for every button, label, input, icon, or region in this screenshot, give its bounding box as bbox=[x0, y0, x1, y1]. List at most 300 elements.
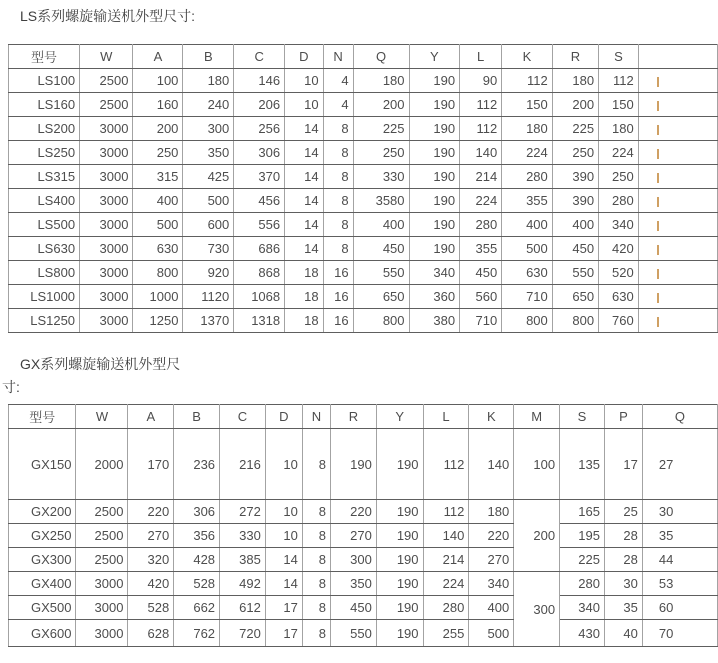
value-cell: 760 bbox=[599, 309, 639, 333]
value-cell: 90 bbox=[460, 69, 502, 93]
value-cell: 27 bbox=[642, 429, 717, 500]
column-header-B: B bbox=[174, 405, 220, 429]
value-cell: 2500 bbox=[76, 548, 128, 572]
value-cell bbox=[638, 261, 717, 285]
value-cell: 28 bbox=[604, 548, 642, 572]
value-cell: 180 bbox=[353, 69, 409, 93]
value-cell: 150 bbox=[599, 93, 639, 117]
table-row bbox=[9, 285, 718, 309]
value-cell: 112 bbox=[460, 93, 502, 117]
value-cell: 600 bbox=[183, 213, 234, 237]
model-cell: GX300 bbox=[9, 548, 76, 572]
column-header-B: B bbox=[183, 45, 234, 69]
table-row bbox=[9, 524, 718, 548]
value-cell: 868 bbox=[234, 261, 285, 285]
value-cell: 300 bbox=[183, 117, 234, 141]
value-cell: 8 bbox=[323, 213, 353, 237]
value-cell: 224 bbox=[599, 141, 639, 165]
column-header-C: C bbox=[220, 405, 266, 429]
model-cell: LS160 bbox=[9, 93, 80, 117]
gx-section-title-line2: 寸: bbox=[2, 379, 20, 395]
value-cell: 17 bbox=[265, 596, 302, 620]
value-cell: 4 bbox=[323, 69, 353, 93]
value-cell: 3580 bbox=[353, 189, 409, 213]
value-cell: 550 bbox=[331, 620, 377, 647]
value-cell: 340 bbox=[560, 596, 605, 620]
value-cell: 10 bbox=[265, 524, 302, 548]
value-cell: 628 bbox=[128, 620, 174, 647]
value-cell bbox=[638, 237, 717, 261]
value-cell: 340 bbox=[469, 572, 514, 596]
value-cell: 528 bbox=[174, 572, 220, 596]
table-row bbox=[9, 213, 718, 237]
value-cell bbox=[638, 285, 717, 309]
value-cell: 300 bbox=[331, 548, 377, 572]
spec-page bbox=[0, 8, 718, 663]
value-cell: 500 bbox=[133, 213, 183, 237]
model-cell: LS500 bbox=[9, 213, 80, 237]
value-cell: 14 bbox=[285, 141, 323, 165]
value-cell: 214 bbox=[460, 165, 502, 189]
value-cell: 390 bbox=[552, 165, 598, 189]
value-cell: 300 bbox=[514, 572, 560, 647]
value-cell: 256 bbox=[234, 117, 285, 141]
value-cell: 800 bbox=[353, 309, 409, 333]
value-cell: 8 bbox=[323, 237, 353, 261]
value-cell: 686 bbox=[234, 237, 285, 261]
column-header-L: L bbox=[460, 45, 502, 69]
value-cell: 224 bbox=[423, 572, 469, 596]
value-cell: 280 bbox=[423, 596, 469, 620]
column-header-型号: 型号 bbox=[9, 405, 76, 429]
table-row bbox=[9, 117, 718, 141]
value-cell: 380 bbox=[409, 309, 460, 333]
value-cell: 180 bbox=[183, 69, 234, 93]
value-cell: 650 bbox=[353, 285, 409, 309]
table-row bbox=[9, 596, 718, 620]
column-header-型号: 型号 bbox=[9, 45, 80, 69]
value-cell: 100 bbox=[133, 69, 183, 93]
value-cell: 1370 bbox=[183, 309, 234, 333]
value-cell: 8 bbox=[302, 524, 330, 548]
model-cell: LS800 bbox=[9, 261, 80, 285]
value-cell: 800 bbox=[552, 309, 598, 333]
value-cell: 270 bbox=[469, 548, 514, 572]
value-cell: 528 bbox=[128, 596, 174, 620]
value-cell: 14 bbox=[265, 572, 302, 596]
table-row bbox=[9, 237, 718, 261]
value-cell: 250 bbox=[599, 165, 639, 189]
model-cell: GX150 bbox=[9, 429, 76, 500]
value-cell: 4 bbox=[323, 93, 353, 117]
value-cell: 250 bbox=[552, 141, 598, 165]
value-cell: 100 bbox=[514, 429, 560, 500]
value-cell: 450 bbox=[460, 261, 502, 285]
value-cell: 280 bbox=[502, 165, 553, 189]
column-header-A: A bbox=[133, 45, 183, 69]
value-cell: 2500 bbox=[76, 524, 128, 548]
column-header-Y: Y bbox=[376, 405, 423, 429]
value-cell: 1318 bbox=[234, 309, 285, 333]
value-cell: 160 bbox=[133, 93, 183, 117]
value-cell: 315 bbox=[133, 165, 183, 189]
column-header-A: A bbox=[128, 405, 174, 429]
value-cell: 355 bbox=[502, 189, 553, 213]
value-cell: 762 bbox=[174, 620, 220, 647]
value-cell: 112 bbox=[460, 117, 502, 141]
header-row bbox=[9, 45, 718, 69]
model-cell: GX200 bbox=[9, 500, 76, 524]
value-cell: 1120 bbox=[183, 285, 234, 309]
model-cell: LS200 bbox=[9, 117, 80, 141]
value-cell: 630 bbox=[599, 285, 639, 309]
ls-spec-table bbox=[8, 44, 718, 333]
value-cell: 18 bbox=[285, 309, 323, 333]
value-cell: 16 bbox=[323, 309, 353, 333]
value-cell: 190 bbox=[376, 500, 423, 524]
column-header-W: W bbox=[80, 45, 133, 69]
value-cell: 240 bbox=[183, 93, 234, 117]
value-cell: 190 bbox=[376, 429, 423, 500]
value-cell: 35 bbox=[642, 524, 717, 548]
value-cell: 14 bbox=[285, 237, 323, 261]
value-cell: 8 bbox=[302, 572, 330, 596]
gx-section-title-line1: GX系列螺旋输送机外型尺 bbox=[20, 356, 181, 372]
column-header-P: P bbox=[604, 405, 642, 429]
header-row bbox=[9, 405, 718, 429]
value-cell: 8 bbox=[302, 500, 330, 524]
value-cell: 306 bbox=[174, 500, 220, 524]
value-cell: 216 bbox=[220, 429, 266, 500]
value-cell: 3000 bbox=[76, 596, 128, 620]
value-cell: 350 bbox=[331, 572, 377, 596]
value-cell: 14 bbox=[285, 189, 323, 213]
table-row bbox=[9, 69, 718, 93]
value-cell: 492 bbox=[220, 572, 266, 596]
value-cell: 190 bbox=[409, 117, 460, 141]
model-cell: LS315 bbox=[9, 165, 80, 189]
column-header-L: L bbox=[423, 405, 469, 429]
column-header-D: D bbox=[265, 405, 302, 429]
value-cell: 180 bbox=[502, 117, 553, 141]
value-cell: 14 bbox=[285, 213, 323, 237]
model-cell: GX500 bbox=[9, 596, 76, 620]
value-cell: 112 bbox=[423, 429, 469, 500]
column-header-W: W bbox=[76, 405, 128, 429]
model-cell: GX250 bbox=[9, 524, 76, 548]
value-cell: 53 bbox=[642, 572, 717, 596]
value-cell: 112 bbox=[502, 69, 553, 93]
value-cell: 70 bbox=[642, 620, 717, 647]
value-cell: 225 bbox=[560, 548, 605, 572]
value-cell: 10 bbox=[285, 93, 323, 117]
value-cell: 428 bbox=[174, 548, 220, 572]
value-cell: 450 bbox=[353, 237, 409, 261]
column-header-R: R bbox=[331, 405, 377, 429]
value-cell: 330 bbox=[353, 165, 409, 189]
value-cell: 420 bbox=[599, 237, 639, 261]
value-cell: 390 bbox=[552, 189, 598, 213]
value-cell: 280 bbox=[599, 189, 639, 213]
table-row bbox=[9, 429, 718, 500]
value-cell: 206 bbox=[234, 93, 285, 117]
value-cell: 456 bbox=[234, 189, 285, 213]
value-cell: 400 bbox=[552, 213, 598, 237]
value-cell: 8 bbox=[302, 620, 330, 647]
value-cell: 30 bbox=[604, 572, 642, 596]
value-cell: 630 bbox=[133, 237, 183, 261]
value-cell: 255 bbox=[423, 620, 469, 647]
value-cell: 8 bbox=[302, 596, 330, 620]
value-cell: 16 bbox=[323, 261, 353, 285]
value-cell: 500 bbox=[502, 237, 553, 261]
value-cell: 1068 bbox=[234, 285, 285, 309]
column-header-N: N bbox=[302, 405, 330, 429]
table-row bbox=[9, 548, 718, 572]
column-header-S: S bbox=[599, 45, 639, 69]
value-cell: 500 bbox=[469, 620, 514, 647]
value-cell: 3000 bbox=[80, 261, 133, 285]
value-cell: 8 bbox=[323, 117, 353, 141]
ls-section-title: LS系列螺旋输送机外型尺寸: bbox=[20, 8, 196, 24]
value-cell: 8 bbox=[302, 548, 330, 572]
value-cell: 200 bbox=[514, 500, 560, 572]
value-cell: 35 bbox=[604, 596, 642, 620]
value-cell: 3000 bbox=[76, 572, 128, 596]
value-cell: 225 bbox=[353, 117, 409, 141]
value-cell: 400 bbox=[133, 189, 183, 213]
value-cell: 250 bbox=[133, 141, 183, 165]
value-cell: 3000 bbox=[80, 165, 133, 189]
value-cell: 340 bbox=[599, 213, 639, 237]
table-row bbox=[9, 572, 718, 596]
value-cell bbox=[638, 213, 717, 237]
value-cell: 190 bbox=[376, 620, 423, 647]
value-cell: 330 bbox=[220, 524, 266, 548]
column-header-Q: Q bbox=[642, 405, 717, 429]
value-cell: 550 bbox=[353, 261, 409, 285]
value-cell: 360 bbox=[409, 285, 460, 309]
value-cell: 3000 bbox=[80, 189, 133, 213]
table-row bbox=[9, 309, 718, 333]
value-cell: 3000 bbox=[80, 309, 133, 333]
value-cell: 140 bbox=[460, 141, 502, 165]
model-cell: GX600 bbox=[9, 620, 76, 647]
column-header-M: M bbox=[514, 405, 560, 429]
column-header-S: S bbox=[560, 405, 605, 429]
value-cell: 650 bbox=[552, 285, 598, 309]
value-cell bbox=[638, 165, 717, 189]
value-cell: 556 bbox=[234, 213, 285, 237]
value-cell: 800 bbox=[133, 261, 183, 285]
value-cell: 190 bbox=[409, 189, 460, 213]
value-cell bbox=[638, 309, 717, 333]
value-cell: 370 bbox=[234, 165, 285, 189]
value-cell: 17 bbox=[604, 429, 642, 500]
value-cell: 270 bbox=[128, 524, 174, 548]
value-cell: 180 bbox=[599, 117, 639, 141]
value-cell: 270 bbox=[331, 524, 377, 548]
value-cell: 612 bbox=[220, 596, 266, 620]
column-header-D: D bbox=[285, 45, 323, 69]
value-cell: 630 bbox=[502, 261, 553, 285]
model-cell: LS250 bbox=[9, 141, 80, 165]
value-cell: 340 bbox=[409, 261, 460, 285]
value-cell: 2500 bbox=[76, 500, 128, 524]
value-cell: 272 bbox=[220, 500, 266, 524]
value-cell: 190 bbox=[409, 237, 460, 261]
value-cell: 450 bbox=[331, 596, 377, 620]
model-cell: LS400 bbox=[9, 189, 80, 213]
value-cell: 8 bbox=[323, 165, 353, 189]
gx-spec-table bbox=[8, 404, 718, 647]
model-cell: LS1000 bbox=[9, 285, 80, 309]
value-cell: 730 bbox=[183, 237, 234, 261]
value-cell: 180 bbox=[552, 69, 598, 93]
model-cell: LS630 bbox=[9, 237, 80, 261]
value-cell: 10 bbox=[265, 429, 302, 500]
value-cell: 920 bbox=[183, 261, 234, 285]
value-cell: 8 bbox=[302, 429, 330, 500]
table-row bbox=[9, 189, 718, 213]
value-cell: 385 bbox=[220, 548, 266, 572]
value-cell: 400 bbox=[502, 213, 553, 237]
value-cell: 18 bbox=[285, 285, 323, 309]
value-cell: 135 bbox=[560, 429, 605, 500]
value-cell: 28 bbox=[604, 524, 642, 548]
value-cell: 1250 bbox=[133, 309, 183, 333]
model-cell: GX400 bbox=[9, 572, 76, 596]
value-cell: 140 bbox=[423, 524, 469, 548]
value-cell: 500 bbox=[183, 189, 234, 213]
value-cell: 190 bbox=[376, 524, 423, 548]
column-header-R: R bbox=[552, 45, 598, 69]
table-row bbox=[9, 141, 718, 165]
value-cell: 112 bbox=[423, 500, 469, 524]
value-cell: 190 bbox=[376, 596, 423, 620]
value-cell: 10 bbox=[285, 69, 323, 93]
value-cell: 195 bbox=[560, 524, 605, 548]
value-cell: 2500 bbox=[80, 93, 133, 117]
value-cell: 112 bbox=[599, 69, 639, 93]
value-cell: 430 bbox=[560, 620, 605, 647]
model-cell: LS1250 bbox=[9, 309, 80, 333]
value-cell: 10 bbox=[265, 500, 302, 524]
value-cell: 250 bbox=[353, 141, 409, 165]
value-cell: 450 bbox=[552, 237, 598, 261]
value-cell: 2000 bbox=[76, 429, 128, 500]
value-cell: 150 bbox=[502, 93, 553, 117]
value-cell: 662 bbox=[174, 596, 220, 620]
value-cell: 800 bbox=[502, 309, 553, 333]
value-cell: 400 bbox=[353, 213, 409, 237]
value-cell: 220 bbox=[128, 500, 174, 524]
value-cell: 190 bbox=[409, 141, 460, 165]
value-cell: 280 bbox=[560, 572, 605, 596]
value-cell: 190 bbox=[409, 93, 460, 117]
value-cell: 25 bbox=[604, 500, 642, 524]
value-cell: 350 bbox=[183, 141, 234, 165]
value-cell: 520 bbox=[599, 261, 639, 285]
value-cell: 146 bbox=[234, 69, 285, 93]
value-cell: 720 bbox=[220, 620, 266, 647]
value-cell: 236 bbox=[174, 429, 220, 500]
column-header-C: C bbox=[234, 45, 285, 69]
value-cell: 2500 bbox=[80, 69, 133, 93]
column-header-Y: Y bbox=[409, 45, 460, 69]
value-cell: 356 bbox=[174, 524, 220, 548]
column-header-N: N bbox=[323, 45, 353, 69]
value-cell: 14 bbox=[265, 548, 302, 572]
value-cell bbox=[638, 69, 717, 93]
column-header-clipped bbox=[638, 45, 717, 69]
value-cell: 190 bbox=[376, 572, 423, 596]
value-cell: 60 bbox=[642, 596, 717, 620]
value-cell: 190 bbox=[409, 69, 460, 93]
value-cell: 190 bbox=[376, 548, 423, 572]
value-cell: 170 bbox=[128, 429, 174, 500]
value-cell: 8 bbox=[323, 141, 353, 165]
value-cell: 425 bbox=[183, 165, 234, 189]
value-cell: 180 bbox=[469, 500, 514, 524]
value-cell: 14 bbox=[285, 165, 323, 189]
value-cell bbox=[638, 189, 717, 213]
table-row bbox=[9, 261, 718, 285]
value-cell: 220 bbox=[469, 524, 514, 548]
value-cell: 214 bbox=[423, 548, 469, 572]
value-cell: 40 bbox=[604, 620, 642, 647]
value-cell: 3000 bbox=[80, 213, 133, 237]
value-cell: 420 bbox=[128, 572, 174, 596]
value-cell: 14 bbox=[285, 117, 323, 141]
table-row bbox=[9, 93, 718, 117]
value-cell: 3000 bbox=[80, 141, 133, 165]
value-cell: 280 bbox=[460, 213, 502, 237]
value-cell: 1000 bbox=[133, 285, 183, 309]
value-cell: 44 bbox=[642, 548, 717, 572]
table-row bbox=[9, 620, 718, 647]
value-cell: 200 bbox=[133, 117, 183, 141]
value-cell: 550 bbox=[552, 261, 598, 285]
value-cell: 190 bbox=[409, 165, 460, 189]
value-cell: 8 bbox=[323, 189, 353, 213]
value-cell: 200 bbox=[353, 93, 409, 117]
value-cell: 18 bbox=[285, 261, 323, 285]
value-cell: 165 bbox=[560, 500, 605, 524]
value-cell: 710 bbox=[502, 285, 553, 309]
model-cell: LS100 bbox=[9, 69, 80, 93]
value-cell: 224 bbox=[460, 189, 502, 213]
value-cell: 3000 bbox=[80, 237, 133, 261]
value-cell: 400 bbox=[469, 596, 514, 620]
table-row bbox=[9, 500, 718, 524]
value-cell: 200 bbox=[552, 93, 598, 117]
value-cell: 16 bbox=[323, 285, 353, 309]
value-cell bbox=[638, 141, 717, 165]
value-cell: 190 bbox=[331, 429, 377, 500]
value-cell: 30 bbox=[642, 500, 717, 524]
column-header-Q: Q bbox=[353, 45, 409, 69]
value-cell: 220 bbox=[331, 500, 377, 524]
value-cell bbox=[638, 117, 717, 141]
value-cell: 3000 bbox=[76, 620, 128, 647]
column-header-K: K bbox=[502, 45, 553, 69]
value-cell bbox=[638, 93, 717, 117]
value-cell: 190 bbox=[409, 213, 460, 237]
value-cell: 306 bbox=[234, 141, 285, 165]
value-cell: 355 bbox=[460, 237, 502, 261]
value-cell: 710 bbox=[460, 309, 502, 333]
